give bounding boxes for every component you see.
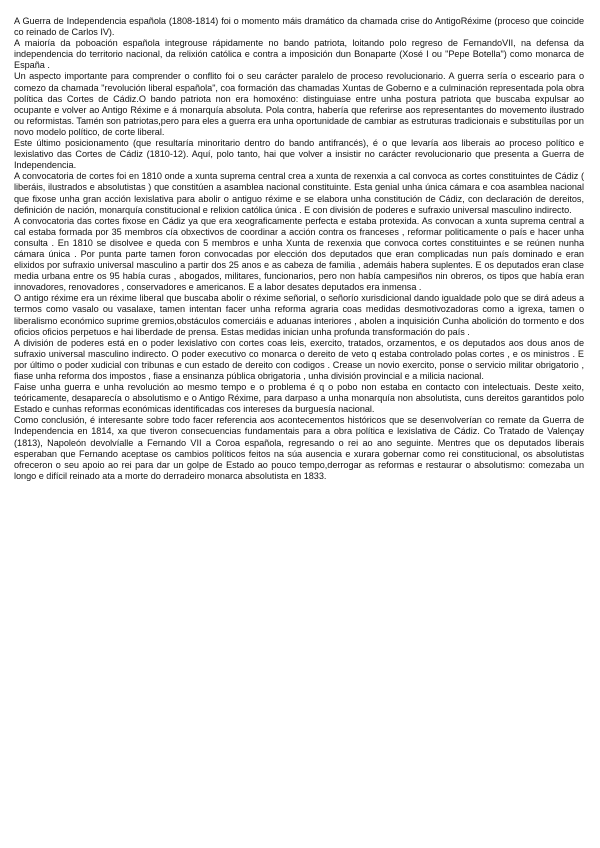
- paragraph-revolutionary-aspect: Un aspecto importante para comprender o conflito foi o seu carácter paralelo de proceso revolucionario. A guerra sería o esceario para o comezo da chamada "revolución liberal española", coa formación das chamadas Xuntas de Goberno e a culminación representada pola obra política das Cortes de Cádiz.O bando patriota non era homoxéno: distinguiase entre unha postura patriota que buscaba expulsar ao ocupante e volver ao Antigo Réxime e á monarquía absoluta. Pola contra, habería que referirse aos representantes do movemento ilustrado ou reformistas. Tamén son patriotas,pero para eles a guerra era unha oportunidade de cambiar as estruturas tradicionais e substituílas por un novo modelo político, de corte liberal.: [14, 71, 584, 137]
- paragraph-patriot-population: A maioría da poboación española integrouse rápidamente no bando patriota, loitando polo regreso de FernandoVII, na defensa da independencia do territorio nacional, da relixión católica e contra a imposición dun Bonaparte (Xosé I ou "Pepe Botella") como monarca de España .: [14, 38, 584, 71]
- paragraph-liberal-position: Este último posicionamento (que resultaría minoritario dentro do bando antifrancés), é o que levaría aos liberais ao proceso político e lexislativo das Cortes de Cádiz (1810-12). Aquí, polo tanto, hai que volver a insistir no carácter revolucionario que presenta a Guerra de Independencia.: [14, 138, 584, 171]
- paragraph-cortes-convocation: A convocatoria de cortes foi en 1810 onde a xunta suprema central crea a xunta de rexenxia a cal convoca as cortes constituintes de Cádiz ( liberáis, ilustrados e absolutistas ) que constitúen a asamblea nacional constituinte. Esta genial unha única cámara e coa asamblea nacional que fixose unha gran acción lexislativa para abolir o antiguo réxime e se elabora unha constitución de Cádiz, con declaración de dereitos, definición de nación, monarquía constitucional e relixion católica única . E con división de poderes e sufraxio universal masculino indirecto.: [14, 171, 584, 215]
- paragraph-intro: A Guerra de Independencia española (1808-1814) foi o momento máis dramático da chamada crise do AntigoRéxime (proceso que coincide co reinado de Carlos IV).: [14, 16, 584, 38]
- paragraph-cadiz-convocation: A convocatoria das cortes fixose en Cádiz ya que era xeograficamente perfecta e estaba protexida. As convocan a xunta suprema central a cal estaba formada por 35 membros cía obxectivos de coordinar a acción contra os franceses , reformar politicamente o país e hacer unha consulta . En 1810 se disolvee e queda con 5 membros e unha Xunta de rexenxia que convoca cortes constituintes e se reúnen nunha cámara única . Por punta parte tamen foron convocadas por elección dos deputados que eran complicadas nun país dominado e eran elixidos por sufraxio universal masculino a partir dos 25 anos e as cabeza de familia , ademáis habera suplentes. E os deputados eran clase media urbana entre os 95 había curas , abogados, militares, funcionarios, pero non había campesiños nin obreros, os tipos que había eran innovadores, renovadores , conservadores e americanos. E a labor desates deputados era inmensa .: [14, 215, 584, 293]
- document-body: [14, 16, 584, 482]
- paragraph-war-and-revolution: Faise unha guerra e unha revolución ao mesmo tempo e o problema é q o pobo non estaba en contacto con intelectuais. Deste xeito, teóricamente, desaparecía o absolutismo e o Antigo Réxime, para darpaso a unha monarquía non absolutista, cuns dereitos garantidos polo Estado e cunhas reformas económicas identificadas cos intereses da burguesía nacional.: [14, 382, 584, 415]
- paragraph-old-regime: O antigo réxime era un réxime liberal que buscaba abolir o réxime señorial, o señorío xurisdicional dando igualdade polo que se dirá adeus a termos como vasalo ou vasalaxe, tamen intentan facer unha reforma agraria coas medidas desmotivozadoras como a igrexa, tamen o liberalismo económico suprime gremios,obstáculos comerciáis e aduanas interiores , abolen a inquisición Cunha abolición do tormento e dos oficios oficios perpetuos e hai liberdade de prensa. Estas medidas inician unha profunda transformación do país .: [14, 293, 584, 337]
- paragraph-conclusion: Como conclusión, é interesante sobre todo facer referencia aos acontecementos históricos que se desenvolverían co remate da Guerra de Independencia en 1814, xa que tiveron consecuencias fundamentais para a obra política e lexislativa de Cádiz. Co Tratado de Valençay (1813), Napoleón devolvíalle a Fernando VII a Coroa española, regresando o rei ao ano seguinte. Mentres que os deputados liberais esperaban que Fernando aceptase os cambios políticos feitos na súa ausencia e xurara gobernar como rei constitucional, os absolutistas ofreceron o seu apoio ao rei para dar un golpe de Estado ao pouco tempo,derrogar as reformas e restaurar o absolutismo: comezaba un longo e difícil reinado ata a morte do derradeiro monarca absolutista en 1833.: [14, 415, 584, 481]
- paragraph-separation-of-powers: A división de poderes está en o poder lexislativo con cortes coas leis, exercito, tratados, orzamentos, e os deputados aos dous anos de sufraxio universal masculino indirecto. O poder executivo co monarca o dereito de veto q estaba controlado polas cortes , e os ministros . E por último o poder xudicial con tribunas e cun estado de dereito con codigos . Crease un novio exercito, ponse o servicio militar obrigatorio , fiase unha reforma dos impostos , fiase a ensinanza pública obrigatoria , unha división provincial e a milicia nacional.: [14, 337, 584, 381]
